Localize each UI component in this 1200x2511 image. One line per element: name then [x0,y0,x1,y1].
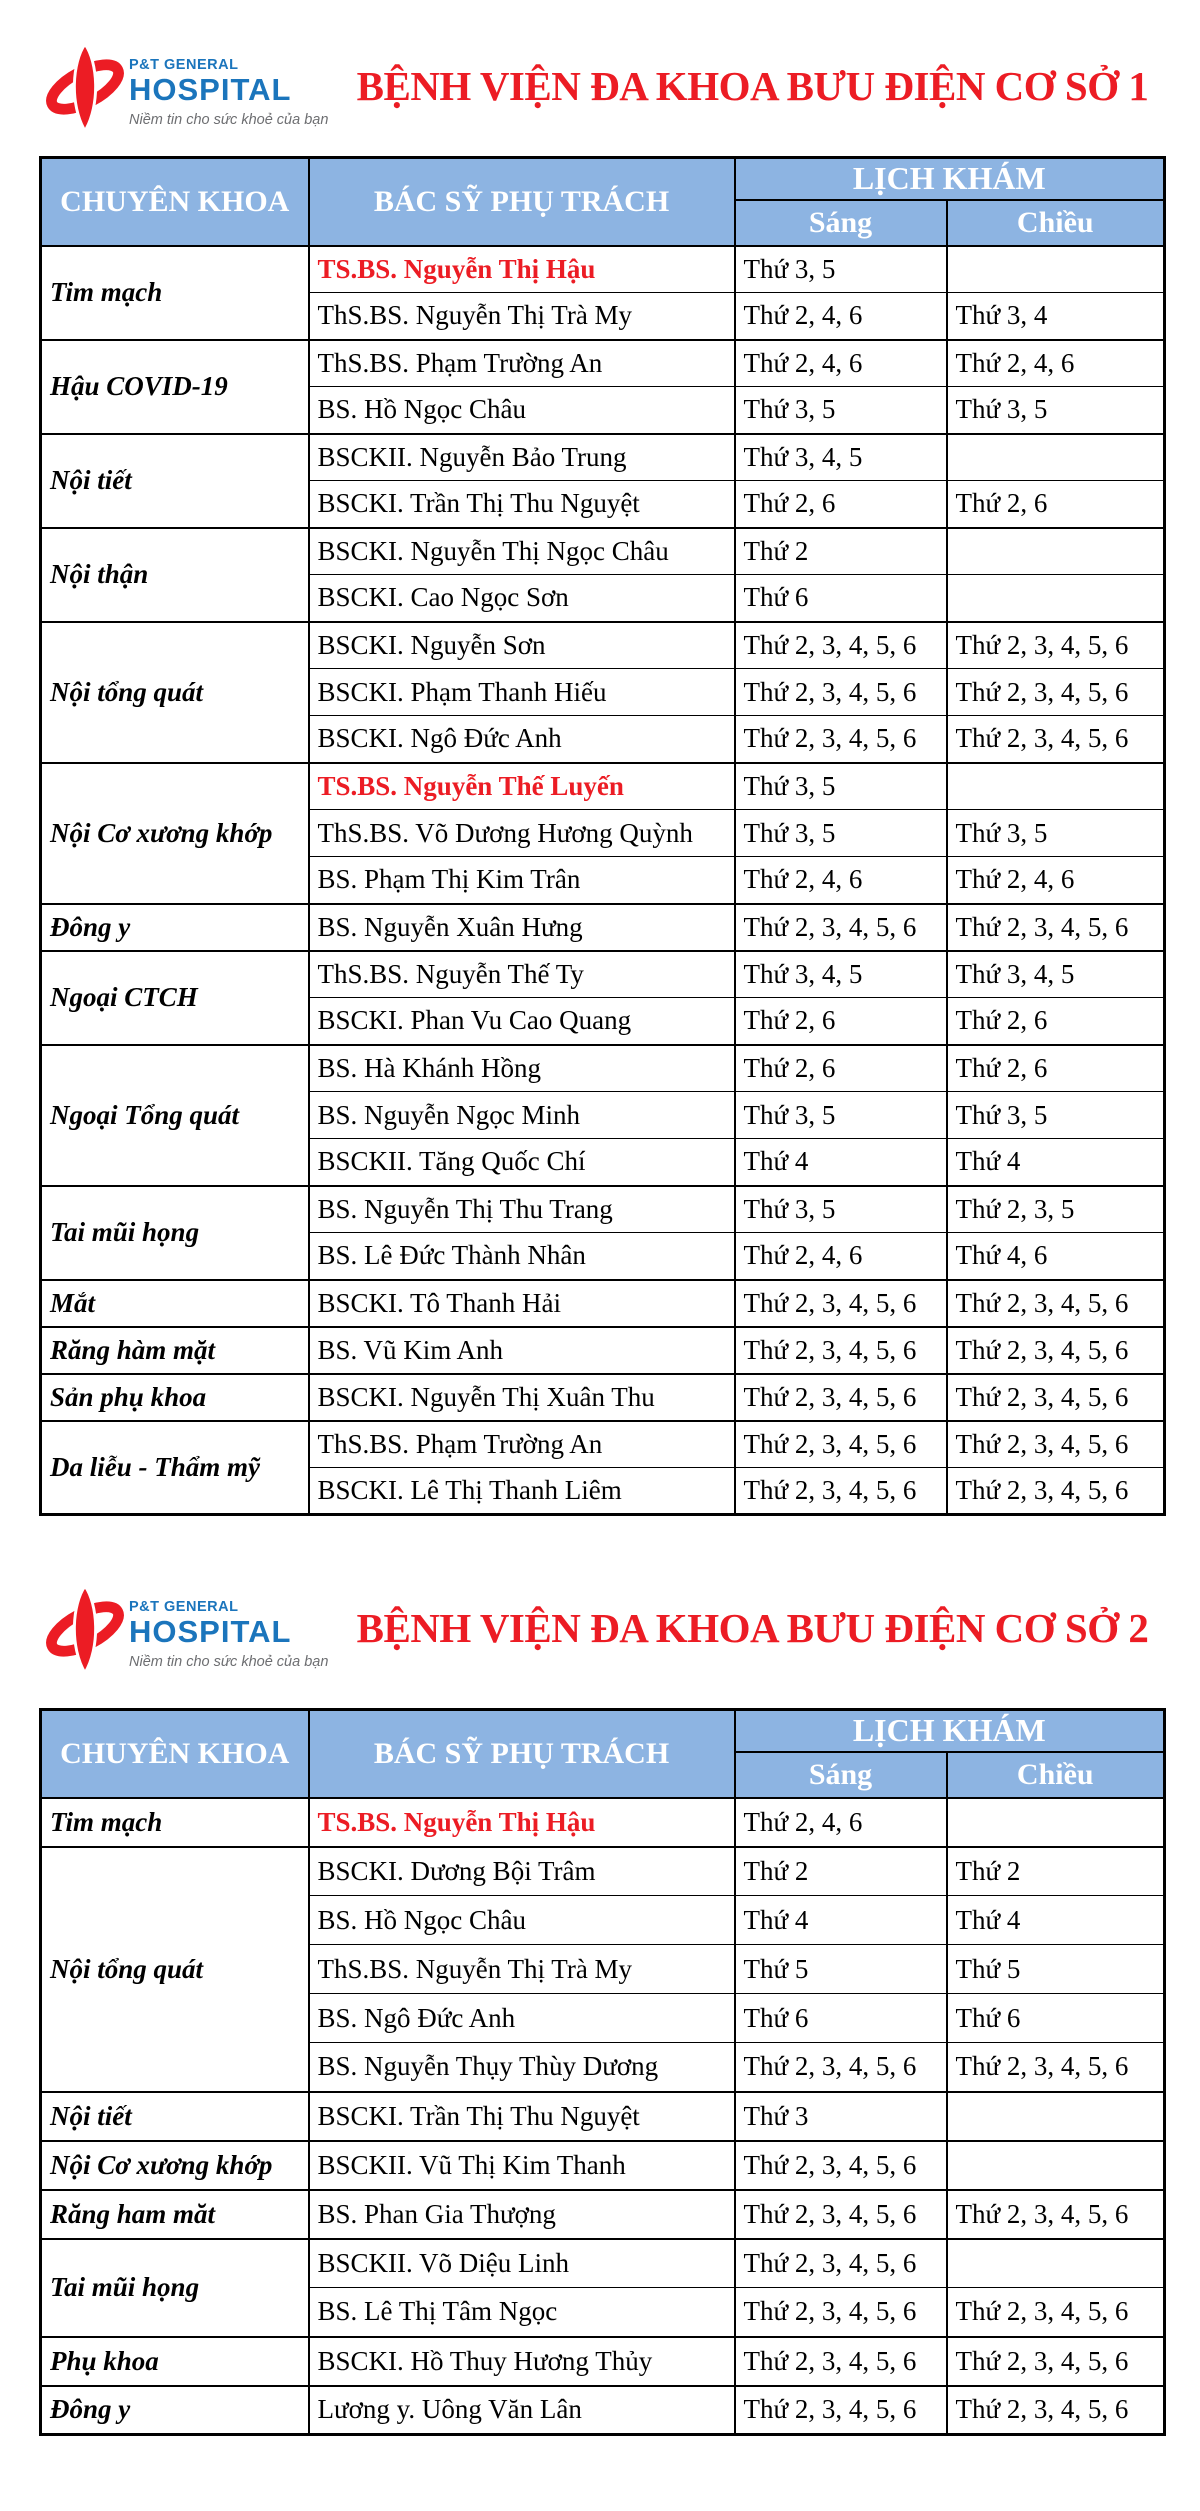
afternoon-cell: Thứ 2, 6 [947,998,1165,1045]
afternoon-cell: Thứ 3, 4 [947,293,1165,340]
table-row [41,1327,1165,1374]
doctor-cell: BSCKII. Vũ Thị Kim Thanh [309,2141,735,2190]
afternoon-cell: Thứ 2, 4, 6 [947,340,1165,387]
table-row [41,1045,1165,1092]
hospital-logo [46,1580,329,1678]
afternoon-cell: Thứ 3, 4, 5 [947,951,1165,998]
morning-cell: Thứ 2, 3, 4, 5, 6 [735,2043,947,2092]
doctor-cell: BSCKII. Võ Diệu Linh [309,2239,735,2288]
morning-cell: Thứ 2, 6 [735,481,947,528]
afternoon-cell: Thứ 2, 3, 4, 5, 6 [947,1421,1165,1468]
afternoon-cell [947,763,1165,810]
doctor-cell: BS. Hồ Ngọc Châu [309,387,735,434]
doctor-cell: ThS.BS. Phạm Trường An [309,340,735,387]
afternoon-cell [947,528,1165,575]
table-body [41,1798,1165,2435]
col-header-doctor: BÁC SỸ PHỤ TRÁCH [309,158,735,246]
afternoon-cell: Thứ 2, 3, 4, 5, 6 [947,622,1165,669]
specialty-cell: Nội Cơ xương khớp [41,763,309,904]
morning-cell: Thứ 2, 3, 4, 5, 6 [735,2337,947,2386]
doctor-cell: BS. Ngô Đức Anh [309,1994,735,2043]
logo-brand-top: P&T GENERAL [129,1599,239,1615]
specialty-cell: Phụ khoa [41,2337,309,2386]
doctor-cell: Lương y. Uông Văn Lân [309,2386,735,2435]
morning-cell: Thứ 2, 3, 4, 5, 6 [735,2141,947,2190]
specialty-cell: Nội Cơ xương khớp [41,2141,309,2190]
table-row [41,1847,1165,1896]
table-row [41,246,1165,293]
morning-cell: Thứ 2, 3, 4, 5, 6 [735,2190,947,2239]
table-row [41,2190,1165,2239]
afternoon-cell: Thứ 5 [947,1945,1165,1994]
table-row [41,2239,1165,2288]
morning-cell: Thứ 2, 3, 4, 5, 6 [735,1327,947,1374]
morning-cell: Thứ 3, 4, 5 [735,951,947,998]
specialty-cell: Nội tổng quát [41,622,309,763]
table-row [41,434,1165,481]
afternoon-cell: Thứ 3, 5 [947,387,1165,434]
afternoon-cell: Thứ 2, 3, 4, 5, 6 [947,669,1165,716]
doctor-cell: BS. Phạm Thị Kim Trân [309,857,735,904]
doctor-cell: BSCKI. Phan Vu Cao Quang [309,998,735,1045]
doctor-cell: BS. Lê Đức Thành Nhân [309,1233,735,1280]
specialty-cell: Hậu COVID-19 [41,340,309,434]
afternoon-cell: Thứ 2, 3, 4, 5, 6 [947,716,1165,763]
specialty-cell: Răng ham măt [41,2190,309,2239]
afternoon-cell [947,2092,1165,2141]
doctor-cell: BSCKI. Ngô Đức Anh [309,716,735,763]
doctor-cell: TS.BS. Nguyễn Thị Hậu [309,1798,735,1847]
table-row [41,1186,1165,1233]
specialty-cell: Ngoại Tổng quát [41,1045,309,1186]
afternoon-cell [947,434,1165,481]
table-row [41,904,1165,951]
morning-cell: Thứ 2, 3, 4, 5, 6 [735,669,947,716]
table-row [41,951,1165,998]
doctor-cell: ThS.BS. Phạm Trường An [309,1421,735,1468]
doctor-cell: BSCKI. Tô Thanh Hải [309,1280,735,1327]
col-header-afternoon: Chiều [947,200,1165,246]
afternoon-cell: Thứ 2 [947,1847,1165,1896]
morning-cell: Thứ 2, 3, 4, 5, 6 [735,1421,947,1468]
logo-swirl-icon [46,1580,124,1678]
afternoon-cell: Thứ 4, 6 [947,1233,1165,1280]
morning-cell: Thứ 6 [735,1994,947,2043]
specialty-cell: Đông y [41,904,309,951]
specialty-cell: Nội thận [41,528,309,622]
table-row [41,2141,1165,2190]
specialty-cell: Đông y [41,2386,309,2435]
schedule-table-1 [39,156,1166,1516]
afternoon-cell: Thứ 2, 3, 4, 5, 6 [947,2386,1165,2435]
afternoon-cell: Thứ 2, 3, 4, 5, 6 [947,1468,1165,1515]
morning-cell: Thứ 3, 5 [735,1186,947,1233]
table-header [41,158,1165,246]
afternoon-cell: Thứ 2, 3, 4, 5, 6 [947,2288,1165,2337]
doctor-cell: BSCKI. Cao Ngọc Sơn [309,575,735,622]
hospital-logo [46,38,329,136]
table-header [41,1710,1165,1798]
afternoon-cell: Thứ 2, 4, 6 [947,857,1165,904]
morning-cell: Thứ 2, 4, 6 [735,293,947,340]
specialty-cell: Nội tiết [41,2092,309,2141]
schedule-table-2 [39,1708,1166,2436]
morning-cell: Thứ 2, 4, 6 [735,857,947,904]
afternoon-cell: Thứ 6 [947,1994,1165,2043]
afternoon-cell [947,2141,1165,2190]
col-header-morning: Sáng [735,200,947,246]
logo-tagline: Niềm tin cho sức khoẻ của bạn [129,112,329,129]
morning-cell: Thứ 2, 3, 4, 5, 6 [735,622,947,669]
specialty-cell: Tim mạch [41,246,309,340]
morning-cell: Thứ 3, 5 [735,810,947,857]
afternoon-cell: Thứ 2, 3, 4, 5, 6 [947,2190,1165,2239]
doctor-cell: BSCKI. Phạm Thanh Hiếu [309,669,735,716]
table-row [41,1798,1165,1847]
logo-tagline: Niềm tin cho sức khoẻ của bạn [129,1654,329,1671]
doctor-cell: BSCKI. Nguyễn Sơn [309,622,735,669]
morning-cell: Thứ 3, 5 [735,763,947,810]
table-row [41,1421,1165,1468]
doctor-cell: BS. Phan Gia Thượng [309,2190,735,2239]
table-body [41,246,1165,1515]
doctor-cell: ThS.BS. Nguyễn Thị Trà My [309,293,735,340]
header-row-1 [41,158,1165,200]
doctor-cell: BS. Lê Thị Tâm Ngọc [309,2288,735,2337]
afternoon-cell: Thứ 3, 5 [947,1092,1165,1139]
doctor-cell: ThS.BS. Võ Dương Hương Quỳnh [309,810,735,857]
specialty-cell: Tim mạch [41,1798,309,1847]
section-1-title: BỆNH VIỆN ĐA KHOA BƯU ĐIỆN CƠ SỞ 1 [356,63,1149,109]
afternoon-cell: Thứ 2, 3, 4, 5, 6 [947,1280,1165,1327]
morning-cell: Thứ 2, 3, 4, 5, 6 [735,716,947,763]
morning-cell: Thứ 2, 3, 4, 5, 6 [735,2288,947,2337]
hospital-section-1 [0,38,1200,1516]
morning-cell: Thứ 6 [735,575,947,622]
doctor-cell: ThS.BS. Nguyễn Thế Ty [309,951,735,998]
doctor-cell: TS.BS. Nguyễn Thế Luyến [309,763,735,810]
doctor-cell: BS. Nguyễn Thụy Thùy Dương [309,2043,735,2092]
doctor-cell: BSCKI. Hồ Thuy Hương Thủy [309,2337,735,2386]
doctor-cell: BS. Vũ Kim Anh [309,1327,735,1374]
doctor-cell: BSCKI. Nguyễn Thị Ngọc Châu [309,528,735,575]
col-header-doctor: BÁC SỸ PHỤ TRÁCH [309,1710,735,1798]
morning-cell: Thứ 3, 5 [735,387,947,434]
section-2-title: BỆNH VIỆN ĐA KHOA BƯU ĐIỆN CƠ SỞ 2 [356,1605,1149,1651]
doctor-cell: BSCKI. Lê Thị Thanh Liêm [309,1468,735,1515]
doctor-cell: TS.BS. Nguyễn Thị Hậu [309,246,735,293]
logo-text [129,38,328,136]
morning-cell: Thứ 3, 5 [735,1092,947,1139]
doctor-cell: BS. Nguyễn Thị Thu Trang [309,1186,735,1233]
morning-cell: Thứ 2, 3, 4, 5, 6 [735,1280,947,1327]
col-header-specialty: CHUYÊN KHOA [41,158,309,246]
col-header-schedule: LỊCH KHÁM [735,158,1165,200]
morning-cell: Thứ 2, 4, 6 [735,340,947,387]
specialty-cell: Răng hàm mặt [41,1327,309,1374]
doctor-cell: BSCKII. Nguyễn Bảo Trung [309,434,735,481]
logo-brand-main: HOSPITAL [129,1613,292,1649]
afternoon-cell: Thứ 4 [947,1896,1165,1945]
specialty-cell: Sản phụ khoa [41,1374,309,1421]
hospital-section-2 [0,1580,1200,2436]
doctor-cell: BS. Hồ Ngọc Châu [309,1896,735,1945]
afternoon-cell [947,2239,1165,2288]
afternoon-cell: Thứ 2, 6 [947,481,1165,528]
morning-cell: Thứ 3, 4, 5 [735,434,947,481]
specialty-cell: Tai mũi họng [41,2239,309,2337]
morning-cell: Thứ 2 [735,1847,947,1896]
specialty-cell: Tai mũi họng [41,1186,309,1280]
doctor-cell: BS. Hà Khánh Hồng [309,1045,735,1092]
morning-cell: Thứ 2, 3, 4, 5, 6 [735,1468,947,1515]
doctor-cell: ThS.BS. Nguyễn Thị Trà My [309,1945,735,1994]
afternoon-cell: Thứ 2, 3, 5 [947,1186,1165,1233]
doctor-cell: BS. Nguyễn Xuân Hưng [309,904,735,951]
col-header-schedule: LỊCH KHÁM [735,1710,1165,1752]
morning-cell: Thứ 5 [735,1945,947,1994]
afternoon-cell [947,246,1165,293]
table-row [41,2386,1165,2435]
morning-cell: Thứ 3 [735,2092,947,2141]
logo-brand-top: P&T GENERAL [129,57,239,73]
table-row [41,763,1165,810]
doctor-cell: BSCKI. Trần Thị Thu Nguyệt [309,481,735,528]
section-2-header [46,1580,1185,1680]
header-row-1 [41,1710,1165,1752]
morning-cell: Thứ 2, 6 [735,1045,947,1092]
afternoon-cell [947,575,1165,622]
specialty-cell: Nội tiết [41,434,309,528]
afternoon-cell: Thứ 2, 3, 4, 5, 6 [947,904,1165,951]
col-header-morning: Sáng [735,1752,947,1798]
table-row [41,2337,1165,2386]
table-row [41,340,1165,387]
morning-cell: Thứ 2, 4, 6 [735,1233,947,1280]
col-header-specialty: CHUYÊN KHOA [41,1710,309,1798]
logo-brand-main: HOSPITAL [129,71,292,107]
morning-cell: Thứ 2, 4, 6 [735,1798,947,1847]
morning-cell: Thứ 2 [735,528,947,575]
table-row [41,528,1165,575]
afternoon-cell: Thứ 2, 6 [947,1045,1165,1092]
morning-cell: Thứ 2, 3, 4, 5, 6 [735,2239,947,2288]
afternoon-cell: Thứ 2, 3, 4, 5, 6 [947,1374,1165,1421]
section-1-header [46,38,1185,138]
col-header-afternoon: Chiều [947,1752,1165,1798]
logo-swirl-icon [46,38,124,136]
doctor-cell: BSCKI. Dương Bội Trâm [309,1847,735,1896]
table-row [41,622,1165,669]
table-row [41,2092,1165,2141]
doctor-cell: BSCKII. Tăng Quốc Chí [309,1139,735,1186]
specialty-cell: Ngoại CTCH [41,951,309,1045]
morning-cell: Thứ 4 [735,1896,947,1945]
specialty-cell: Mắt [41,1280,309,1327]
afternoon-cell: Thứ 2, 3, 4, 5, 6 [947,2337,1165,2386]
morning-cell: Thứ 2, 3, 4, 5, 6 [735,904,947,951]
morning-cell: Thứ 3, 5 [735,246,947,293]
morning-cell: Thứ 2, 3, 4, 5, 6 [735,1374,947,1421]
specialty-cell: Nội tổng quát [41,1847,309,2092]
specialty-cell: Da liễu - Thẩm mỹ [41,1421,309,1515]
table-row [41,1374,1165,1421]
afternoon-cell: Thứ 4 [947,1139,1165,1186]
doctor-cell: BSCKI. Nguyễn Thị Xuân Thu [309,1374,735,1421]
afternoon-cell: Thứ 2, 3, 4, 5, 6 [947,1327,1165,1374]
doctor-cell: BSCKI. Trần Thị Thu Nguyệt [309,2092,735,2141]
morning-cell: Thứ 2, 3, 4, 5, 6 [735,2386,947,2435]
morning-cell: Thứ 2, 6 [735,998,947,1045]
afternoon-cell: Thứ 2, 3, 4, 5, 6 [947,2043,1165,2092]
logo-text [129,1580,328,1678]
table-row [41,1280,1165,1327]
doctor-cell: BS. Nguyễn Ngọc Minh [309,1092,735,1139]
afternoon-cell [947,1798,1165,1847]
afternoon-cell: Thứ 3, 5 [947,810,1165,857]
morning-cell: Thứ 4 [735,1139,947,1186]
